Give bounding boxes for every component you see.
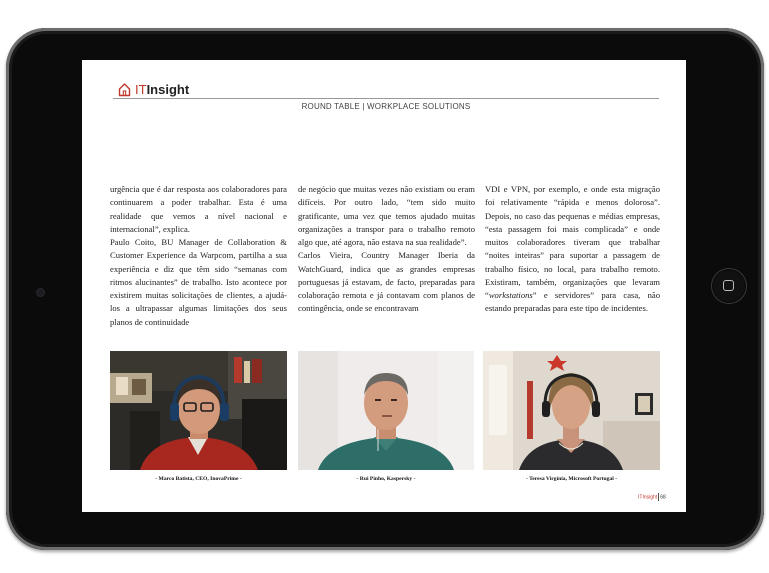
camera-icon xyxy=(37,289,44,296)
paragraph: urgência que é dar resposta aos colaboradores para continuarem a poder trabalhar. Esta é uma realidade que vemos a nível nacional e internacional”, explica. xyxy=(110,184,287,234)
person-photo-icon xyxy=(483,351,660,470)
paragraph: Paulo Coito, BU Manager de Collaboration & Customer Experience da Warpcom, partilha a sua experiência e diz que têm sido “semanas com ritmos alucinantes” de trabalho. Isto acontece por existirem muitas solicitações de clientes, a ajudá-los a ultrapassar algumas limitações dos seus planos de continuidade xyxy=(110,237,287,327)
section-title: ROUND TABLE | WORKPLACE SOLUTIONS xyxy=(301,102,471,111)
article-column-2 xyxy=(298,183,475,316)
photo-caption: - Marco Batista, CEO, InovaPrime - xyxy=(155,476,242,482)
photo-marco-batista xyxy=(110,351,287,470)
photo-teresa-virginia xyxy=(483,351,660,470)
paragraph-italic: workstations xyxy=(488,290,533,300)
house-icon xyxy=(118,82,131,97)
logo-text xyxy=(135,83,189,96)
article-column-3 xyxy=(485,183,660,316)
home-button[interactable] xyxy=(712,269,746,303)
paragraph: Carlos Vieira, Country Manager Iberia da WatchGuard, indica que as grandes empresas portuguesas já estavam, de facto, preparadas para colaboração remota e já contavam com planos de contingência, onde se encontravam xyxy=(298,250,475,314)
home-square-icon xyxy=(723,280,734,291)
page-number: 68 xyxy=(660,494,666,501)
person-photo-icon xyxy=(298,351,474,470)
person-photo-icon xyxy=(110,351,287,470)
article-column-1 xyxy=(110,183,287,329)
magazine-logo xyxy=(118,80,189,98)
paragraph xyxy=(485,183,660,316)
footer-brand: ITInsight xyxy=(638,494,658,501)
logo-suffix: Insight xyxy=(146,81,190,97)
photo-caption: - Rui Pinho, Kaspersky - xyxy=(356,476,416,482)
paragraph-text: ” e servidores” para casa, não estando preparadas para este tipo de incidentes. xyxy=(485,290,660,314)
photo-caption: - Teresa Virgínia, Microsoft Portugal - xyxy=(525,476,618,482)
header-rule xyxy=(113,98,659,99)
photo-rui-pinho xyxy=(298,351,474,470)
logo-prefix: IT xyxy=(135,81,147,97)
page-footer xyxy=(638,493,666,501)
paragraph-text: VDI e VPN, por exemplo, e onde esta migração foi relativamente “rápida e menos dolorosa”. Depois, no caso das pequenas e médias empresas, “esta passagem foi mais complicada” e onde muitos colaboradores tiveram que trabalhar “noites inteiras” para suportar a passagem de trabalho físico, no local, para trabalho remoto. Existiram, também, organizações que levaram “ xyxy=(485,184,660,300)
paragraph: de negócio que muitas vezes não existiam ou eram difíceis. Por outro lado, “tem sido muito gratificante, uma vez que temos ajudado muitas organizações a transpor para o trabalho remoto algo que, até agora, não estava na sua realidade”. xyxy=(298,184,475,247)
